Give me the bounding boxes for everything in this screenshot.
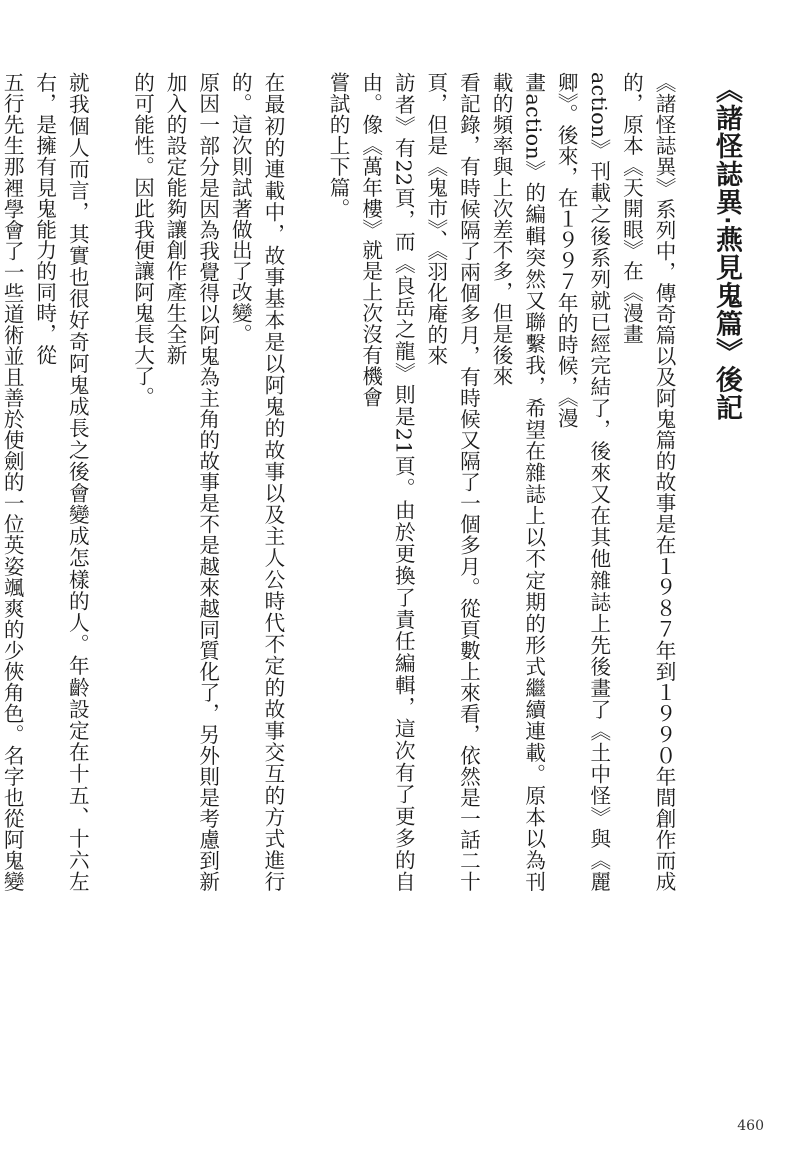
- paragraph-2: 在最初的連載中，故事基本是以阿鬼的故事以及主人公時代不定的故事交互的方式進行的。這次則試著做出了改變。 原因一部分是因為我覺得以阿鬼為主角的故事是不是越來越同質化了，另外則是考慮到新加入的設定能夠讓創作產生全新 的可能性。因此我便讓阿鬼長大了。: [130, 72, 285, 892]
- page-title: 《諸怪誌異‧燕見鬼篇》後記: [711, 76, 742, 422]
- paragraph-1: 《諸怪誌異》系列中，傳奇篇以及阿鬼篇的故事是在１９８７年到１９９０年間創作而成的，原本《天開眼》在《漫畫 action》刊載之後系列就已經完結了，後來又在其他雜誌上先後畫了《土中怪》與《麗卿》。後來，在１９９７年的時候，《漫 畫action》的編輯突然又聯繫我，希望在雜誌上以不定期的形式繼續連載。原本以為刊載的頻率與上次差不多，但是後來 看記錄，有時候隔了兩個多月，有時候又隔了一個多月。從頁數上來看，依然是一話二十頁，但是《鬼市》、《羽化庵的來 訪者》有22頁，而《良岳之龍》則是21頁。由於更換了責任編輯，這次有了更多的自由。像《萬年樓》就是上次沒有機會 嘗試的上下篇。: [326, 72, 676, 892]
- paragraph-3: 就我個人而言，其實也很好奇阿鬼成長之後會變成怎樣的人。年齡設定在十五、十六左右，是擁有見鬼能力的同時，從 五行先生那裡學會了一些道術並且善於使劍的一位英姿颯爽的少俠角色。名字也從阿鬼變: [0, 72, 90, 892]
- page-number: 460: [737, 1118, 764, 1134]
- body-text: [0, 72, 680, 892]
